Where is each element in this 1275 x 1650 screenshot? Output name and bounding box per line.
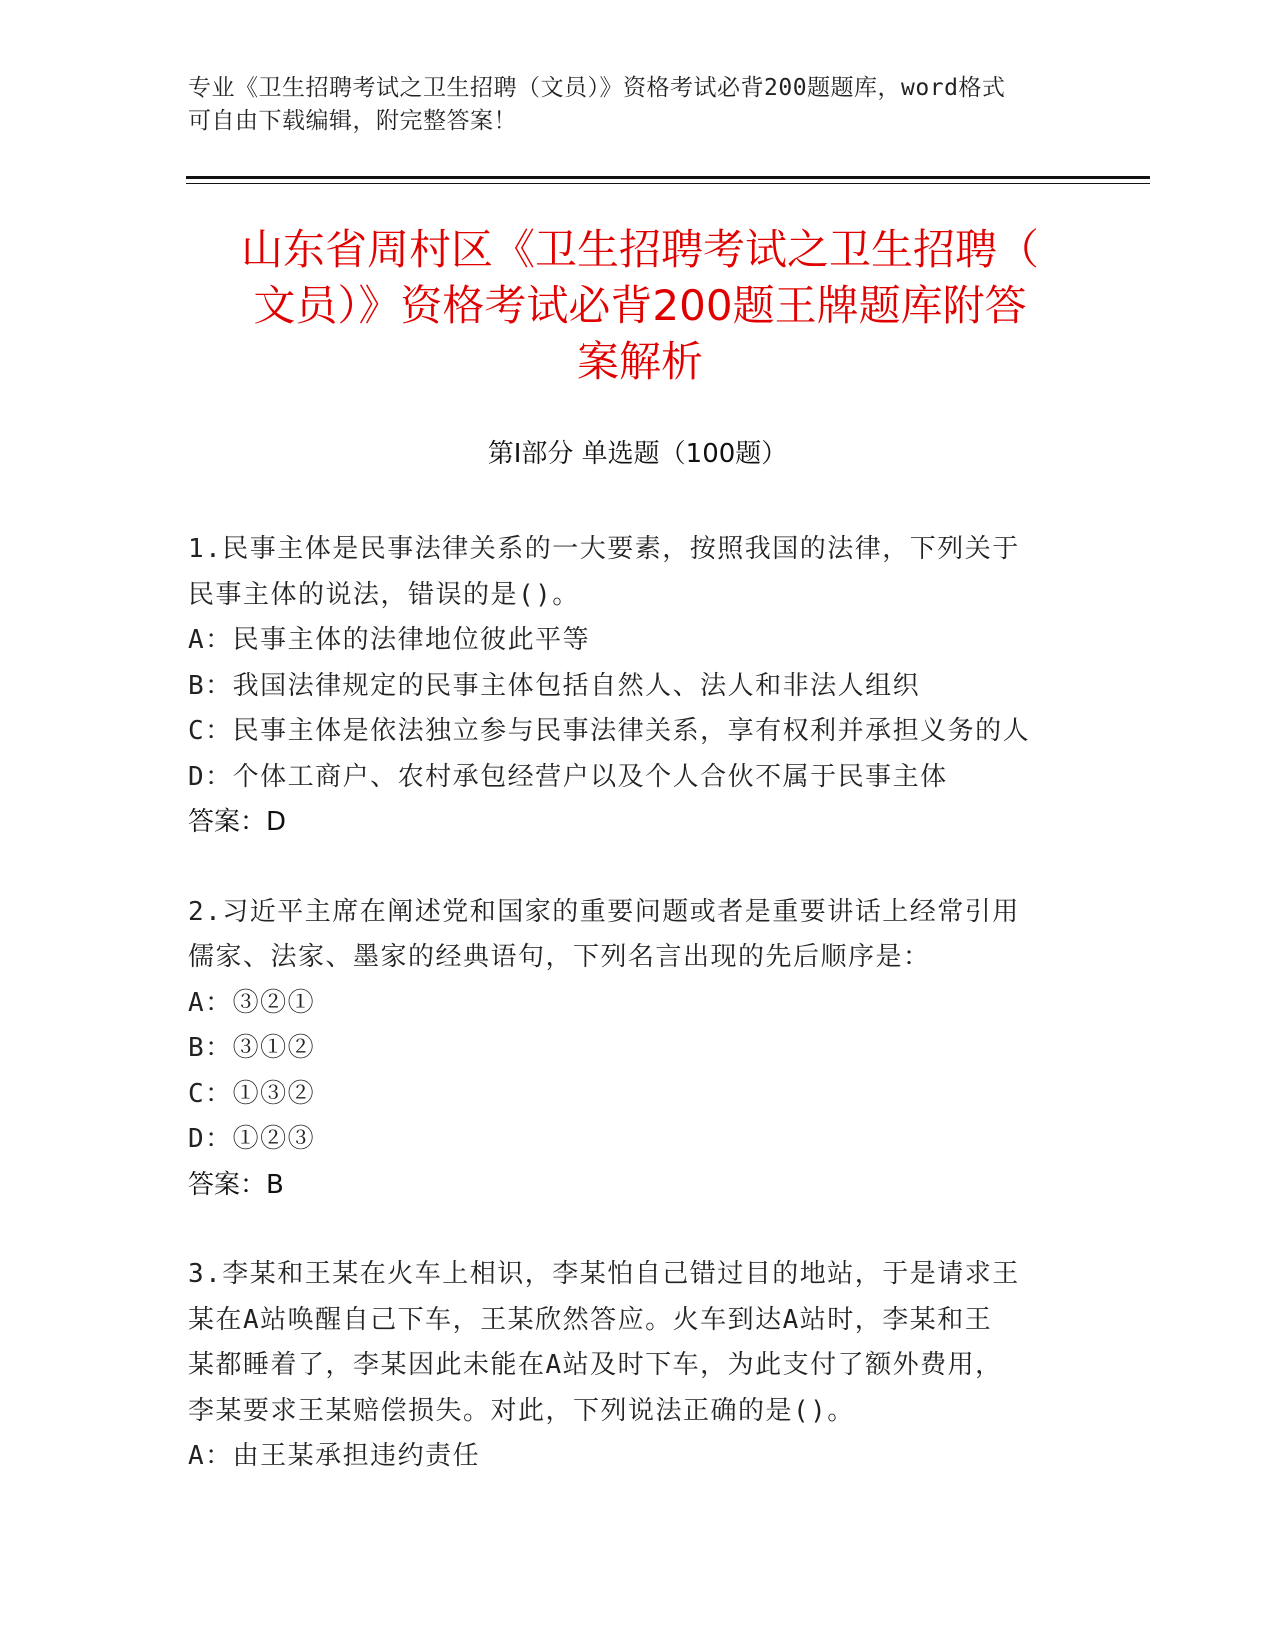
question-stem: 某都睡着了，李某因此未能在A站及时下车，为此支付了额外费用， bbox=[188, 1350, 1003, 1380]
option-b: B：我国法律规定的民事主体包括自然人、法人和非法人组织 bbox=[188, 670, 921, 701]
option-c: C：民事主体是依法独立参与民事法律关系，享有权利并承担义务的人 bbox=[188, 716, 1031, 746]
question-stem: 2.习近平主席在阐述党和国家的重要问题或者是重要讲话上经常引用 bbox=[188, 896, 1020, 927]
title-line: 文员）》资格考试必背200题王牌题库附答 bbox=[253, 281, 1027, 330]
question-stem: 1.民事主体是民事法律关系的一大要素，按照我国的法律，下列关于 bbox=[188, 534, 1020, 564]
question-3 bbox=[188, 1252, 1078, 1480]
title-line: 山东省周村区《卫生招聘考试之卫生招聘（ bbox=[240, 225, 1039, 274]
question-list bbox=[188, 527, 1078, 1524]
question-stem: 李某要求王某赔偿损失。对此，下列说法正确的是()。 bbox=[188, 1395, 855, 1426]
option-c: C：①③② bbox=[188, 1078, 316, 1109]
section-heading: 第Ⅰ部分 单选题（100题） bbox=[487, 439, 788, 469]
answer: 答案：B bbox=[188, 1169, 284, 1200]
answer: 答案：D bbox=[188, 807, 287, 837]
document-title bbox=[160, 222, 1120, 390]
header-note-line: 专业《卫生招聘考试之卫生招聘（文员）》资格考试必背200题题库，word格式 bbox=[188, 75, 1006, 101]
question-stem: 3.李某和王某在火车上相识，李某怕自己错过目的地站，于是请求王 bbox=[188, 1259, 1020, 1289]
header-note bbox=[188, 72, 1068, 138]
option-b: B：③①② bbox=[188, 1033, 316, 1063]
option-a: A：由王某承担违约责任 bbox=[188, 1441, 481, 1471]
question-stem: 某在A站唤醒自己下车，王某欣然答应。火车到达A站时，李某和王 bbox=[188, 1304, 993, 1335]
header-divider-thin bbox=[186, 183, 1150, 184]
title-line: 案解析 bbox=[576, 337, 703, 386]
option-a: A：③②① bbox=[188, 987, 316, 1018]
option-a: A：民事主体的法律地位彼此平等 bbox=[188, 625, 591, 655]
question-stem: 民事主体的说法，错误的是()。 bbox=[188, 579, 580, 610]
question-2 bbox=[188, 890, 1078, 1209]
header-note-line: 可自由下载编辑，附完整答案！ bbox=[188, 108, 517, 134]
question-1 bbox=[188, 527, 1078, 846]
option-d: D：个体工商户、农村承包经营户以及个人合伙不属于民事主体 bbox=[188, 761, 948, 792]
option-d: D：①②③ bbox=[188, 1124, 316, 1154]
header-divider-thick bbox=[186, 176, 1150, 179]
question-stem: 儒家、法家、墨家的经典语句，下列名言出现的先后顺序是： bbox=[188, 942, 931, 972]
